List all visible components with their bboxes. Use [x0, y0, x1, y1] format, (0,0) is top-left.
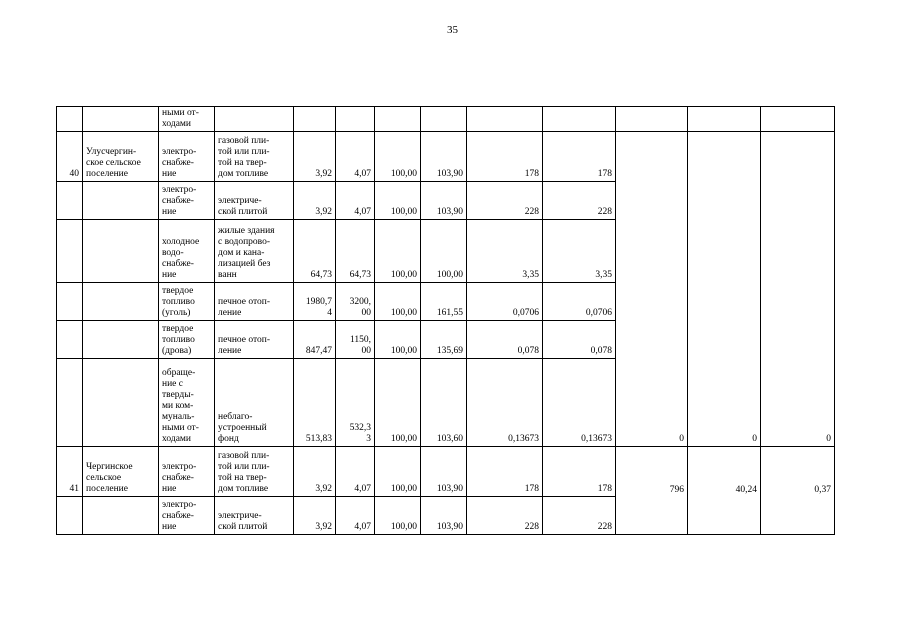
cell-settlement: Улусчергин- ское сельское поселение [83, 132, 159, 182]
cell-type: электриче- ской плитой [215, 497, 294, 535]
cell-settlement [83, 283, 159, 321]
cell-v3 [375, 107, 421, 132]
cell-v1 [294, 107, 336, 132]
cell-v4: 103,60 [421, 359, 467, 447]
cell-side-40-c2: 0 [688, 132, 761, 447]
cell-v5: 228 [467, 497, 543, 535]
cell-type: печное отоп- ление [215, 321, 294, 359]
cell-service: ными от- ходами [159, 107, 215, 132]
tariff-table [56, 106, 835, 535]
table-row [57, 447, 835, 497]
cell-no [57, 497, 83, 535]
cell-settlement [83, 182, 159, 220]
cell-no: 40 [57, 132, 83, 182]
cell-settlement [83, 359, 159, 447]
cell-v1: 513,83 [294, 359, 336, 447]
cell-no [57, 359, 83, 447]
cell-no [57, 220, 83, 283]
cell-side-40-c3: 0 [761, 132, 835, 447]
cell-service: холодное водо- снабже- ние [159, 220, 215, 283]
cell-v6: 0,078 [543, 321, 616, 359]
page-number: 35 [447, 24, 458, 36]
cell-service: электро- снабже- ние [159, 182, 215, 220]
cell-type: газовой пли- той или пли- той на твер- дом топливе [215, 132, 294, 182]
cell-v4: 103,90 [421, 132, 467, 182]
cell-type: печное отоп- ление [215, 283, 294, 321]
cell-no [57, 283, 83, 321]
cell-v5 [467, 107, 543, 132]
cell-side-empty [761, 107, 835, 132]
cell-service: электро- снабже- ние [159, 447, 215, 497]
cell-v6: 3,35 [543, 220, 616, 283]
cell-v4: 103,90 [421, 497, 467, 535]
cell-v4: 100,00 [421, 220, 467, 283]
cell-v4: 103,90 [421, 182, 467, 220]
cell-v5: 3,35 [467, 220, 543, 283]
cell-v3: 100,00 [375, 182, 421, 220]
cell-v6: 0,0706 [543, 283, 616, 321]
cell-v6: 228 [543, 497, 616, 535]
cell-v5: 228 [467, 182, 543, 220]
cell-no [57, 182, 83, 220]
cell-v6: 178 [543, 447, 616, 497]
cell-type [215, 107, 294, 132]
cell-side-40-c1: 0 [616, 132, 688, 447]
cell-service: твердое топливо (уголь) [159, 283, 215, 321]
cell-v3: 100,00 [375, 132, 421, 182]
cell-v1: 3,92 [294, 182, 336, 220]
cell-v2: 1150, 00 [336, 321, 375, 359]
cell-v2: 4,07 [336, 182, 375, 220]
cell-v2: 3200, 00 [336, 283, 375, 321]
cell-side-empty [616, 107, 688, 132]
cell-v2: 532,3 3 [336, 359, 375, 447]
cell-v2: 64,73 [336, 220, 375, 283]
cell-v6: 178 [543, 132, 616, 182]
table-row [57, 132, 835, 182]
cell-no: 41 [57, 447, 83, 497]
cell-v2 [336, 107, 375, 132]
cell-v2: 4,07 [336, 447, 375, 497]
cell-v5: 0,0706 [467, 283, 543, 321]
cell-settlement [83, 497, 159, 535]
cell-v4: 135,69 [421, 321, 467, 359]
cell-no [57, 107, 83, 132]
table-row [57, 107, 835, 132]
cell-v5: 178 [467, 132, 543, 182]
cell-v4: 161,55 [421, 283, 467, 321]
cell-v4 [421, 107, 467, 132]
cell-v3: 100,00 [375, 321, 421, 359]
cell-settlement: Чергинское сельское поселение [83, 447, 159, 497]
cell-v4: 103,90 [421, 447, 467, 497]
cell-service: обраще- ние с тверды- ми ком- муналь- ными от- ходами [159, 359, 215, 447]
cell-v1: 847,47 [294, 321, 336, 359]
cell-v1: 3,92 [294, 497, 336, 535]
cell-v3: 100,00 [375, 359, 421, 447]
cell-side-empty [688, 107, 761, 132]
cell-v1: 3,92 [294, 447, 336, 497]
cell-v2: 4,07 [336, 132, 375, 182]
cell-side-41-c1: 796 [616, 447, 688, 535]
cell-v1: 3,92 [294, 132, 336, 182]
cell-v3: 100,00 [375, 283, 421, 321]
cell-type: жилые здания с водопрово- дом и кана- лизацией без ванн [215, 220, 294, 283]
cell-service: электро- снабже- ние [159, 132, 215, 182]
cell-settlement [83, 107, 159, 132]
cell-no [57, 321, 83, 359]
cell-settlement [83, 321, 159, 359]
cell-type: газовой пли- той или пли- той на твер- дом топливе [215, 447, 294, 497]
cell-v6: 228 [543, 182, 616, 220]
cell-v3: 100,00 [375, 447, 421, 497]
cell-v5: 178 [467, 447, 543, 497]
cell-v3: 100,00 [375, 220, 421, 283]
cell-service: твердое топливо (дрова) [159, 321, 215, 359]
cell-v1: 64,73 [294, 220, 336, 283]
cell-v6: 0,13673 [543, 359, 616, 447]
cell-v1: 1980,7 4 [294, 283, 336, 321]
cell-type: неблаго- устроенный фонд [215, 359, 294, 447]
cell-type: электриче- ской плитой [215, 182, 294, 220]
cell-v2: 4,07 [336, 497, 375, 535]
cell-service: электро- снабже- ние [159, 497, 215, 535]
cell-v5: 0,078 [467, 321, 543, 359]
cell-side-41-c3: 0,37 [761, 447, 835, 535]
cell-v3: 100,00 [375, 497, 421, 535]
cell-side-41-c2: 40,24 [688, 447, 761, 535]
cell-settlement [83, 220, 159, 283]
cell-v6 [543, 107, 616, 132]
cell-v5: 0,13673 [467, 359, 543, 447]
